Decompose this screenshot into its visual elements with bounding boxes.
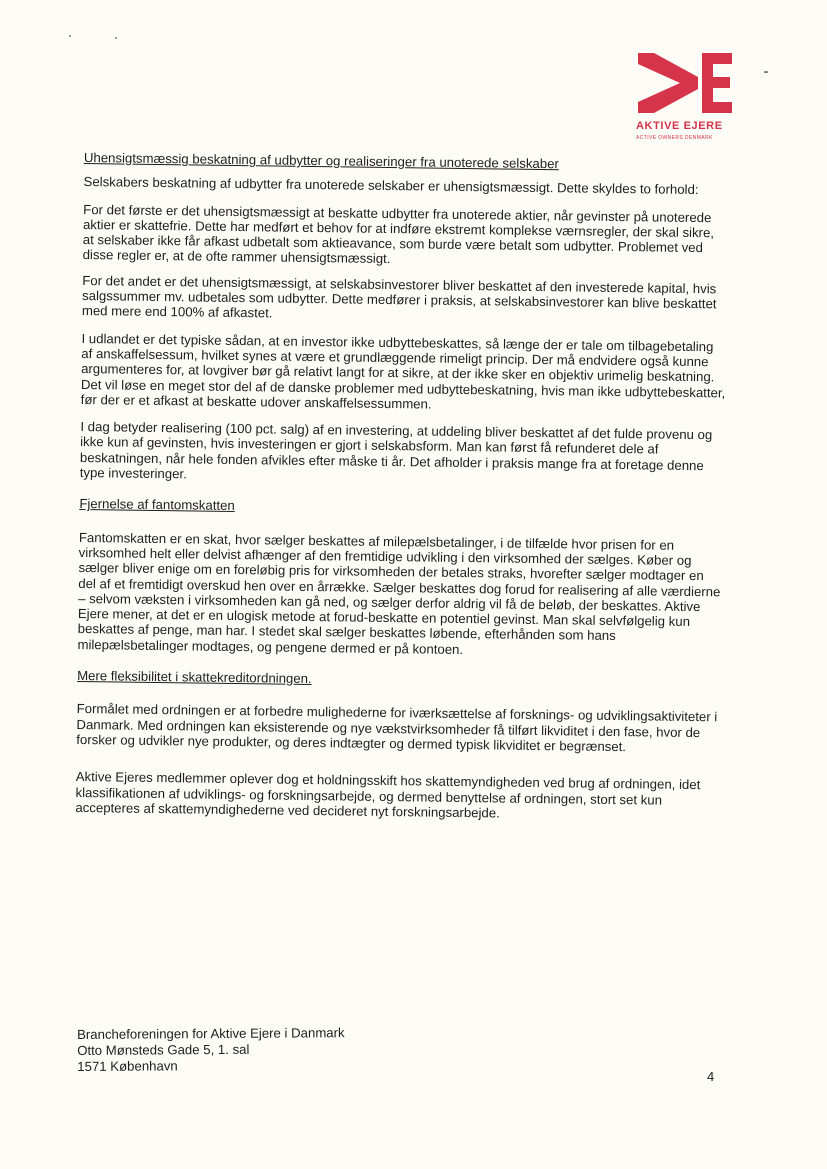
paragraph: Aktive Ejeres medlemmer oplever dog et holdningsskift hos skattemyndigheden ved brug af ordningen, idet klassifikationen af udviklings- og forskningsarbejde, og dermed benyttelse af ordningen, stort set kun accepteres af skattemyndighederne ved decideret nyt forskningsarbejde. <box>75 769 701 821</box>
footer-city: 1571 København <box>77 1058 178 1074</box>
scan-speck <box>115 37 117 39</box>
footer-organization: Brancheforeningen for Aktive Ejere i Danmark <box>77 1025 345 1042</box>
paragraph: I udlandet er det typiske sådan, at en investor ikke udbyttebeskattes, så længe der er tale om tilbagebetaling af anskaffelsessum, hvilket synes at være et grundlæggende rimeligt princip. Der må endvidere også kunne argumenteres for, at lovgiver bør gå relativt langt for at sikre, at der ikke sker en objektiv urimelig beskatning. Det vil løse en meget stor del af de danske problemer med udbyttebeskatning, hvis man ikke udbyttebeskatter, før der er et afkast at beskatte udover anskaffelsessummen. <box>80 330 726 412</box>
section-heading: Uhensigtsmæssig beskatning af udbytter og realiseringer fra unoterede selskaber <box>83 150 559 172</box>
scan-speck <box>69 35 71 37</box>
logo-subtitle: ACTIVE OWNERS DENMARK <box>636 135 713 141</box>
paragraph: Selskabers beskatning af udbytter fra unoterede selskaber er uhensigtsmæssigt. Dette skyldes to forhold: <box>83 174 699 198</box>
logo-name: AKTIVE EJERE <box>636 120 723 132</box>
footer-address <box>77 1025 345 1075</box>
document-body <box>75 150 729 823</box>
paragraph: For det første er det uhensigtsmæssigt at beskatte udbytter fra unoterede aktier, når gevinster på unoterede aktier er skattefrie. Dette har medført et behov for at indføre ekstremt komplekse værnsregler, der skal sikre, at selskaber ikke får afkast udbetalt som aktieavance, som burde være betalt som udbytter. Problemet ved disse regler er, at de ofte rammer uhensigtsmæssigt. <box>82 201 715 267</box>
scan-speck <box>764 71 768 73</box>
logo-mark-icon <box>636 50 736 118</box>
page-number: 4 <box>707 1069 715 1084</box>
footer-street: Otto Mønsteds Gade 5, 1. sal <box>77 1041 250 1058</box>
section-heading: Mere fleksibilitet i skattekreditordningen. <box>77 667 312 687</box>
paragraph: Formålet med ordningen er at forbedre mulighederne for iværksættelse af forsknings- og udviklingsaktiviteter i Danmark. Med ordningen kan eksisterende og nye vækstvirksomheder få tilført likviditet i den fase, hvor de forsker og udvikler nye produkter, og deres indtægter og dermed typisk likviditet er begrænset. <box>76 701 718 755</box>
paragraph: Fantomskatten er en skat, hvor sælger beskattes af milepælsbetalinger, i de tilfælde hvor prisen for en virksomhed helt eller delvist afhænger af den fremtidige udvikling i den virksomhed der sælges. Køber og sælger bliver enige om en foreløbig pris for virksomheden der betales straks, hvorefter sælger modtager en del af et fremtidigt overskud hen over en årrække. Sælger beskattes dog forud for realisering af alle værdierne – selvom væksten i virksomheden kan gå ned, og sælger derfor aldrig vil få de beløb, der beskattes. Aktive Ejere mener, at det er en ulogisk metode at forud-beskatte en potentiel gevinst. Man skal selvfølgelig kun beskattes af penge, man har. I stedet skal sælger beskattes løbende, efterhånden som hans milepælsbetalinger modtages, og pengene dermed er på kontoen. <box>77 529 721 657</box>
section-heading: Fjernelse af fantomskatten <box>79 496 235 514</box>
paragraph: For det andet er det uhensigtsmæssigt, at selskabsinvestorer bliver beskattet af den investerede kapital, hvis salgssummer mv. udbetales som udbytter. Dette medfører i praksis, at selskabsinvestorer kan blive beskattet med mere end 100% af afkastet. <box>81 272 717 321</box>
paragraph: I dag betyder realisering (100 pct. salg) af en investering, at uddeling bliver beskattet af det fulde provenu og ikke kun af gevinsten, hvis investeringen er gjort i selskabsform. Man kan først få refunderet dele af beskatningen, når hele fonden afvikles efter måske ti år. Det afholder i praksis mange fra at foretage denne type investeringer. <box>79 419 713 482</box>
aktive-ejere-logo <box>636 50 736 140</box>
